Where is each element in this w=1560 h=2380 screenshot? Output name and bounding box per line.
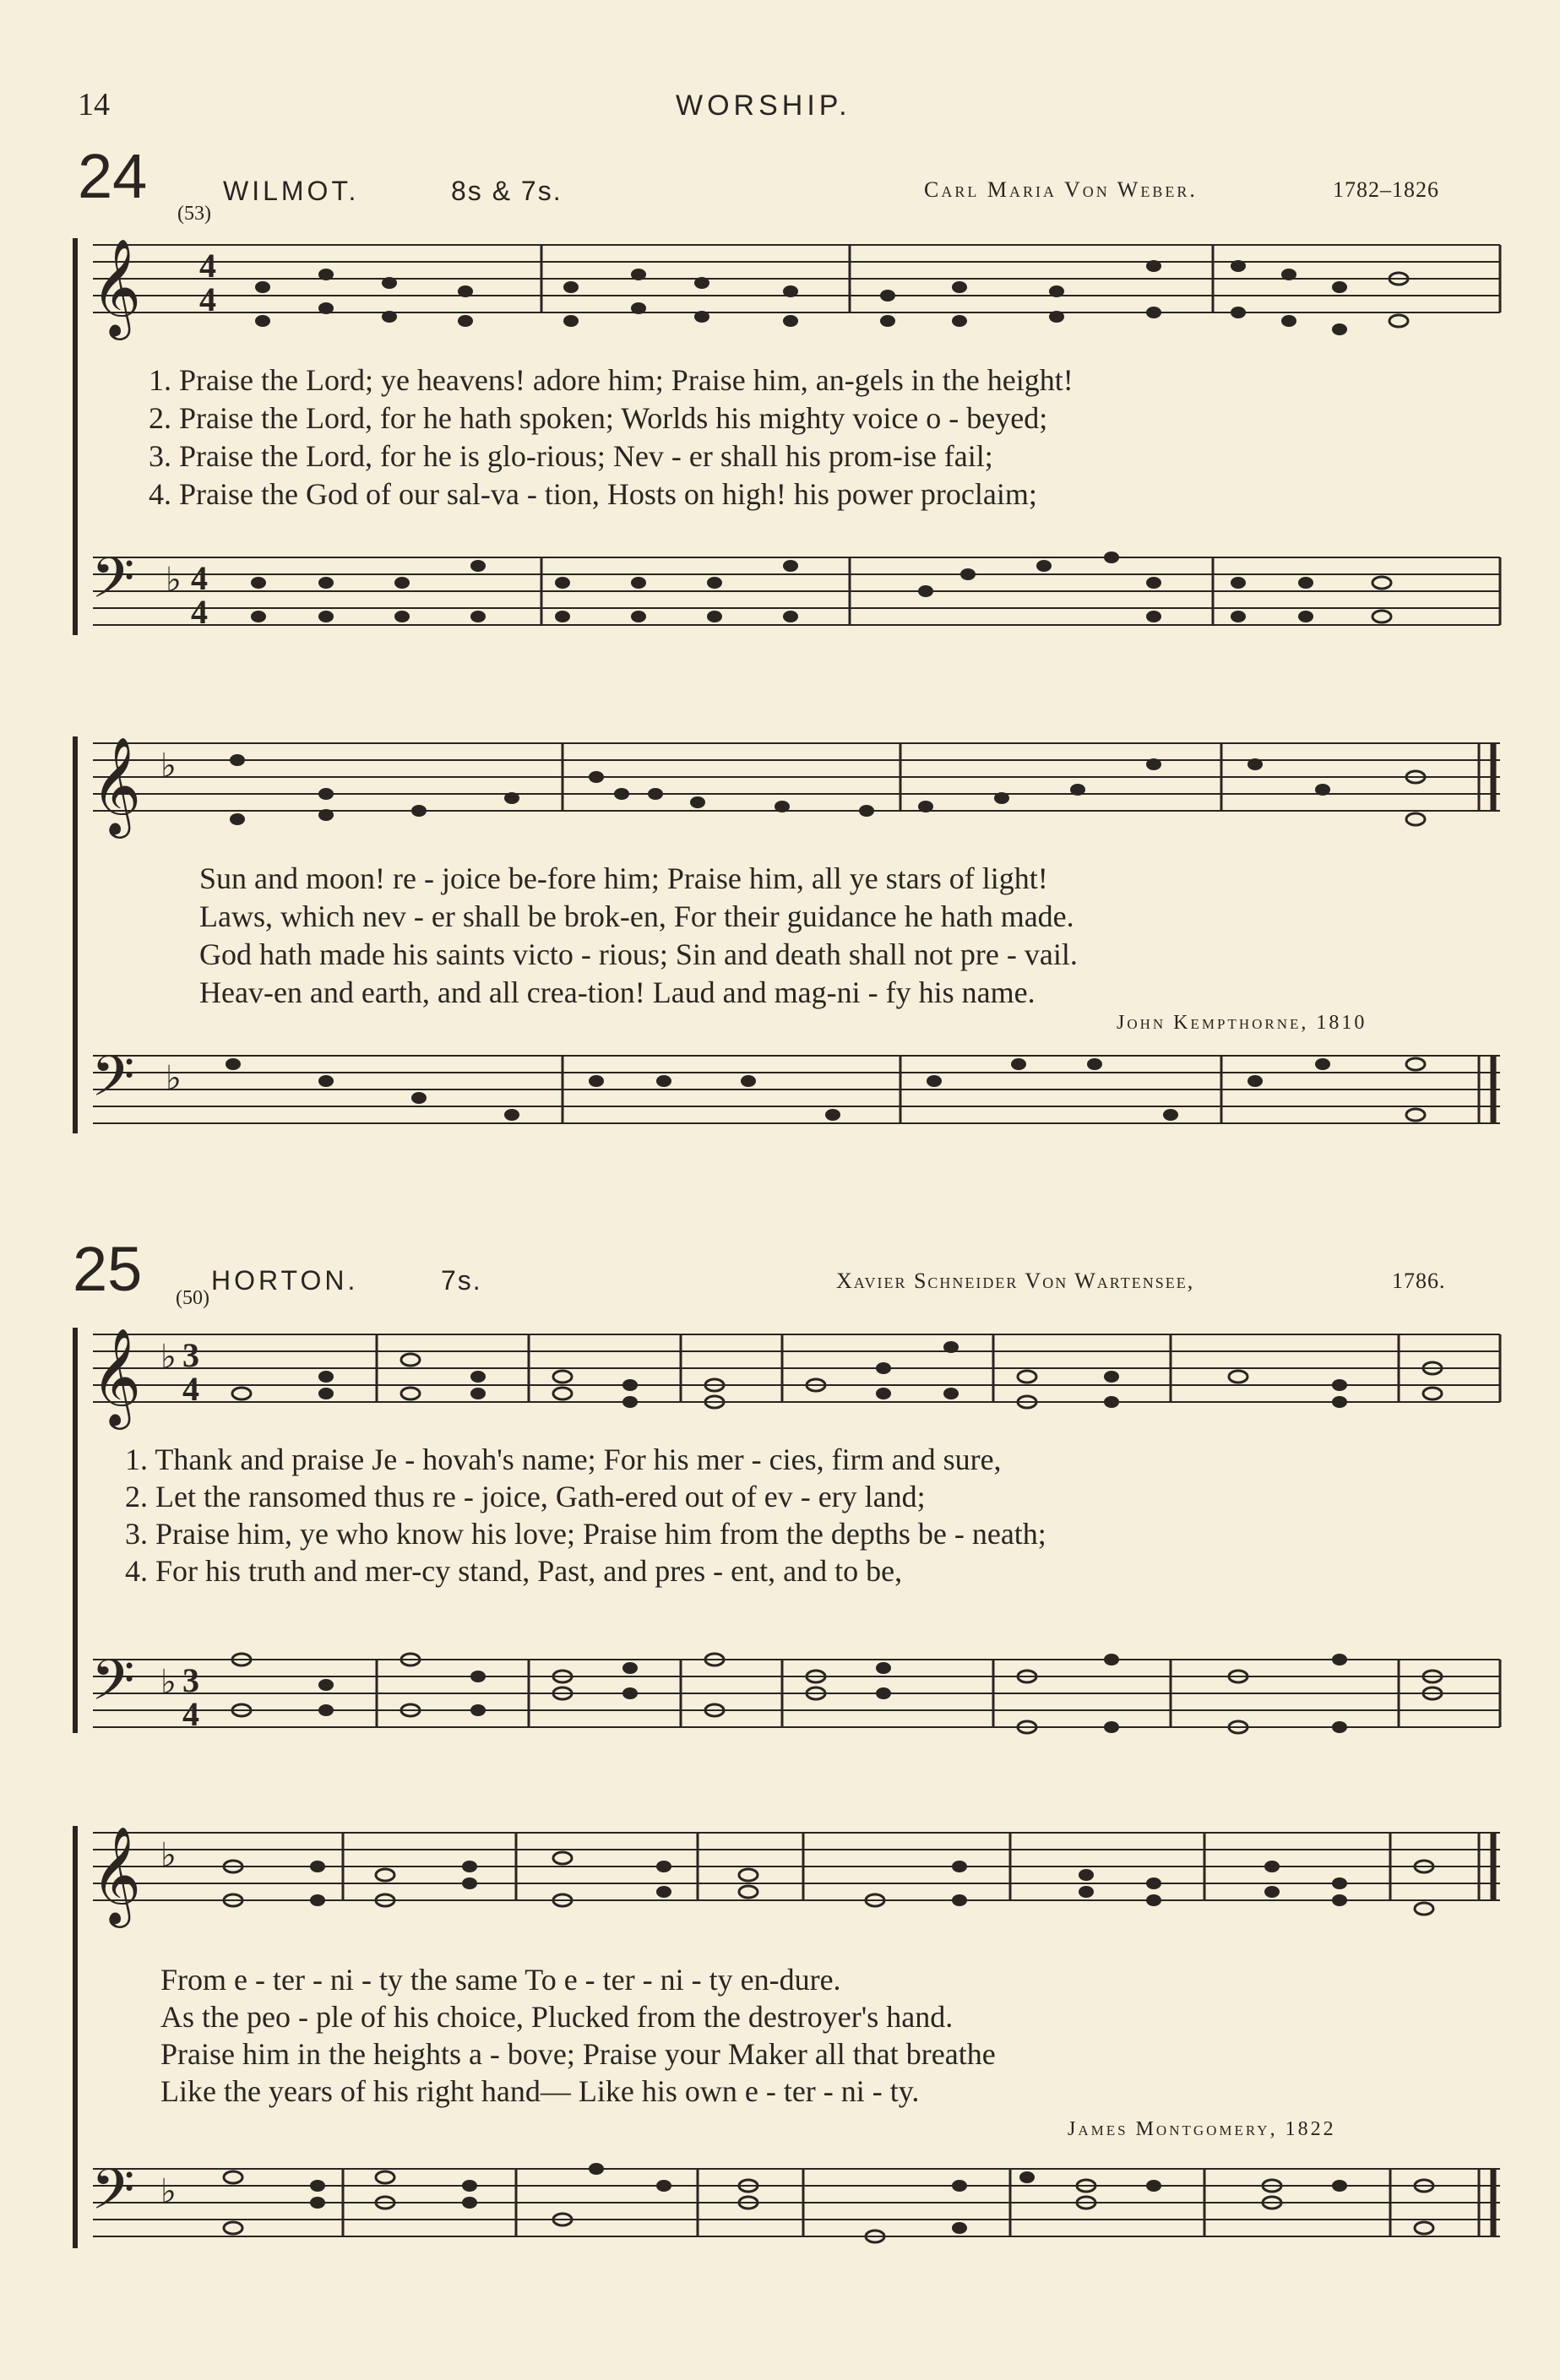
verse-line: 2. Let the ransomed thus re - joice, Gath-ered out of ev - ery land; xyxy=(125,1480,926,1513)
bass-staff xyxy=(73,1643,1508,1769)
verse-line: Praise him in the heights a - bove; Praise your Maker all that breathe xyxy=(160,2037,996,2071)
treble-staff xyxy=(73,1816,1508,1934)
tune-number: (50) xyxy=(176,1287,209,1309)
svg-text:♭: ♭ xyxy=(160,1338,177,1377)
treble-staff xyxy=(73,726,1508,845)
meter: 7s. xyxy=(441,1265,482,1296)
verse-line: 2. Praise the Lord, for he hath spoken; Worlds his mighty voice o - beyed; xyxy=(149,401,1048,435)
lyrics-verses-line1 xyxy=(149,361,1074,513)
svg-text:𝄢: 𝄢 xyxy=(91,1044,135,1122)
verse-line: 1. Thank and praise Je - hovah's name; For his mer - cies, firm and sure, xyxy=(125,1443,1002,1476)
lyrics-verses-line2 xyxy=(160,1961,996,2110)
system-brace xyxy=(73,1826,78,2248)
author-credit: John Kempthorne, 1810 xyxy=(1117,1012,1367,1034)
svg-text:𝄢: 𝄢 xyxy=(91,546,135,624)
verse-line: 3. Praise the Lord, for he is glo-rious; Nev - er shall his prom-ise fail; xyxy=(149,439,993,473)
tune-name: HORTON. xyxy=(211,1265,359,1296)
svg-text:♭: ♭ xyxy=(166,1059,182,1098)
svg-text:3: 3 xyxy=(182,1661,199,1699)
svg-text:♭: ♭ xyxy=(160,2172,177,2211)
verse-line: God hath made his saints victo - rious; Sin and death shall not pre - vail. xyxy=(199,937,1078,971)
verse-line: 3. Praise him, ye who know his love; Praise him from the depths be - neath; xyxy=(125,1517,1046,1551)
bass-staff xyxy=(73,541,1508,667)
verse-line: Sun and moon! re - joice be-fore him; Praise him, all ye stars of light! xyxy=(199,861,1048,895)
section-title: WORSHIP. xyxy=(676,90,851,122)
svg-text:𝄢: 𝄢 xyxy=(91,2157,135,2236)
verse-line: As the peo - ple of his choice, Plucked from the destroyer's hand. xyxy=(160,2000,954,2034)
tune-number: (53) xyxy=(177,203,211,225)
treble-staff xyxy=(73,1318,1508,1436)
svg-text:3: 3 xyxy=(182,1336,199,1374)
svg-text:♭: ♭ xyxy=(160,1836,177,1875)
meter: 8s & 7s. xyxy=(451,176,563,206)
verse-line: Like the years of his right hand— Like his own e - ter - ni - ty. xyxy=(160,2074,920,2108)
svg-text:4: 4 xyxy=(191,593,208,631)
author-credit: James Montgomery, 1822 xyxy=(1068,2118,1336,2140)
svg-text:𝄞: 𝄞 xyxy=(91,736,142,834)
composer-dates: 1782–1826 xyxy=(1333,177,1439,202)
page-number: 14 xyxy=(78,87,110,122)
system-brace xyxy=(73,736,78,1133)
svg-text:𝄞: 𝄞 xyxy=(91,1825,142,1924)
system-brace xyxy=(73,1328,78,1733)
verse-line: 4. For his truth and mer-cy stand, Past, and pres - ent, and to be, xyxy=(125,1554,903,1588)
svg-text:♭: ♭ xyxy=(160,1663,177,1702)
svg-text:4: 4 xyxy=(199,247,216,285)
verse-line: 1. Praise the Lord; ye heavens! adore him; Praise him, an-gels in the height! xyxy=(149,363,1074,397)
hymn-number: 24 xyxy=(78,141,148,211)
system-brace xyxy=(73,238,78,635)
lyrics-verses-line1 xyxy=(125,1441,1046,1589)
treble-staff xyxy=(73,228,1508,346)
svg-text:4: 4 xyxy=(182,1370,199,1408)
bass-staff xyxy=(73,1039,1508,1166)
svg-text:4: 4 xyxy=(191,559,208,597)
svg-text:𝄞: 𝄞 xyxy=(91,237,142,336)
verse-line: 4. Praise the God of our sal-va - tion, Hosts on high! his power proclaim; xyxy=(149,477,1037,511)
bass-staff xyxy=(73,2152,1508,2279)
verse-line: Laws, which nev - er shall be brok-en, For their guidance he hath made. xyxy=(199,899,1074,933)
svg-text:♭: ♭ xyxy=(160,747,177,785)
svg-text:𝄞: 𝄞 xyxy=(91,1327,142,1426)
svg-text:4: 4 xyxy=(182,1695,199,1733)
lyrics-verses-line2 xyxy=(199,860,1078,1012)
svg-text:♭: ♭ xyxy=(166,561,182,600)
svg-text:4: 4 xyxy=(199,280,216,318)
verse-line: Heav-en and earth, and all crea-tion! Laud and mag-ni - fy his name. xyxy=(199,975,1035,1009)
composer: Carl Maria Von Weber. xyxy=(924,177,1198,202)
svg-text:𝄢: 𝄢 xyxy=(91,1648,135,1726)
composer: Xavier Schneider Von Wartensee, xyxy=(836,1269,1195,1293)
hymn-number: 25 xyxy=(73,1234,143,1304)
composer-dates: 1786. xyxy=(1392,1269,1446,1293)
tune-name: WILMOT. xyxy=(223,176,360,206)
verse-line: From e - ter - ni - ty the same To e - ter - ni - ty en-dure. xyxy=(160,1963,841,1997)
